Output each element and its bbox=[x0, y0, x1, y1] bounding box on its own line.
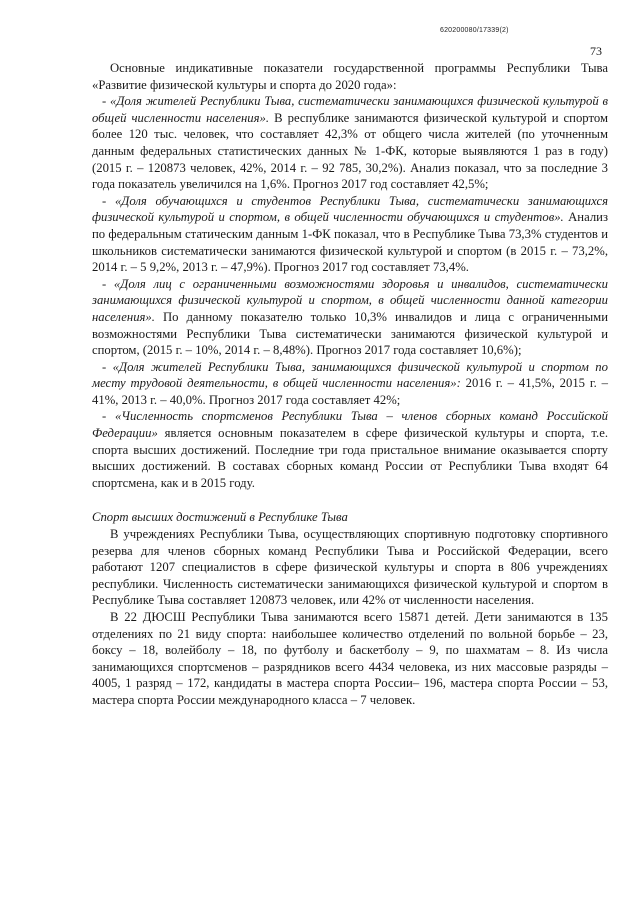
page-body bbox=[92, 60, 608, 709]
indicator-title: «Численность спортсменов Республики Тыва – членов сборных команд Российской Федерации» bbox=[92, 409, 608, 441]
indicator-item-2 bbox=[92, 193, 608, 276]
indicator-title: «Доля лиц с ограниченными возможностями здоровья и инвалидов, систематически занимающихся физической культурой и спортом, в общей численности данной категории населения». bbox=[92, 276, 608, 324]
body-paragraph-2: В 22 ДЮСШ Республики Тыва занимаются всего 15871 детей. Дети занимаются в 135 отделениях по 21 виду спорта: наибольшее количество отделений по вольной борьбе – 23, боксу – 18, волейболу – 18, по футболу и баскетболу – 9, по шахматам – 8. Из числа занимающихся спортсменов – разрядников всего 4434 человека, из них массовые разряды – 4005, 1 разряд – 172, кандидаты в мастера спорта России– 196, мастера спорта России – 53, мастера спорта России международного класса – 7 человек. bbox=[92, 610, 608, 707]
indicator-dash: - bbox=[102, 193, 115, 208]
indicator-text: Анализ по федеральным статическим данным 1-ФК показал, что в Республике Тыва 73,3% студентов и школьников систематически занимаются физической культурой и спортом (в 2015 г. – 73,2%, 2014 г. – 5 9,2%, 2013 г. – 47,9%). Прогноз 2017 год составляет 73,4%. bbox=[92, 210, 608, 275]
indicator-title: «Доля жителей Республики Тыва, систематически занимающихся физической культурой в общей численности населения». bbox=[92, 94, 608, 125]
indicator-item-1 bbox=[92, 93, 608, 193]
intro-paragraph: Основные индикативные показатели государственной программы Республики Тыва «Развитие физической культуры и спорта до 2020 года»: bbox=[92, 61, 608, 92]
indicator-dash: - bbox=[102, 359, 113, 374]
indicator-dash: - bbox=[102, 94, 111, 109]
indicator-dash: - bbox=[102, 409, 115, 424]
indicator-text: является основным показателем в сфере физической культуры и спорта, т.е. спорта высших достижений. Последние три года пристальное внимание оказывается спорту высших достижений. В составах сборных команд России от Республики Тыва входят 64 спортсмена, как и в 2015 году. bbox=[92, 426, 608, 490]
indicator-text: 2016 г. – 41,5%, 2015 г. – 41%, 2013 г. – 40,0%. Прогноз 2017 года составляет 42%; bbox=[92, 376, 608, 407]
document-id: 620200080/17339(2) bbox=[440, 27, 509, 34]
indicator-item-4 bbox=[92, 359, 608, 409]
indicator-dash: - bbox=[102, 276, 114, 291]
indicator-text: В республике занимаются физической культурой и спортом более 120 тыс. человек, что составляет 42,3% от общего числа жителей (по уточненным данным федеральных статистических данных № 1-ФК, которые выявляются 1 раз в году) (2015 г. – 120873 человек, 42%, 2014 г. – 92 785, 30,2%). Анализ показал, что за последние 3 года показатель увеличился на 1,6%. Прогноз 2017 год составляет 42,5%; bbox=[92, 110, 608, 192]
indicator-title: «Доля жителей Республики Тыва, занимающихся физической культурой и спортом по месту трудовой деятельности, в общей численности населения»: bbox=[92, 359, 608, 391]
section-heading: Спорт высших достижений в Республике Тыва bbox=[92, 510, 348, 525]
indicator-text: По данному показателю только 10,3% инвалидов и лица с ограниченными возможностями Республики Тыва систематически занимаются физической культурой и спортом, (2015 г. – 10%, 2014 г. – 8,48%). Прогноз 2017 года составляет 10,6%); bbox=[92, 309, 608, 358]
indicator-item-3 bbox=[92, 276, 608, 359]
page-number: 73 bbox=[590, 44, 602, 58]
body-paragraph-1: В учреждениях Республики Тыва, осуществляющих спортивную подготовку спортивного резерва для членов сборных команд Республики Тыва и Российской Федерации, всего работают 1207 специалистов в сфере физической культуры и спорта в 806 учреждениях республики. Численность систематически занимающихся физической культурой и спортом в Республике Тыва составляет 120873 человек, или 42% от численности населения. bbox=[92, 527, 608, 608]
indicator-title: «Доля обучающихся и студентов Республики Тыва, систематически занимающихся физической культурой и спортом, в общей численности обучающихся и студентов». bbox=[92, 193, 608, 225]
indicator-item-5 bbox=[92, 408, 608, 491]
